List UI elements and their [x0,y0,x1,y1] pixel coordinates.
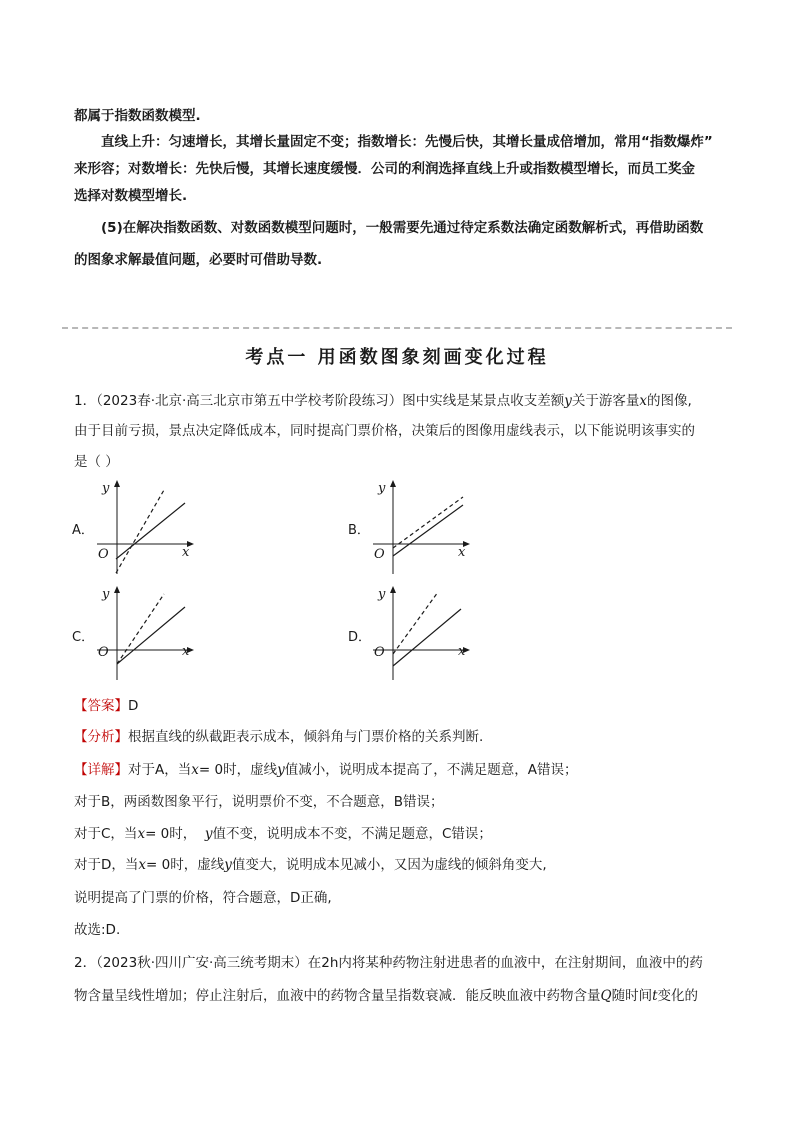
origin-label: O [374,547,385,562]
detail-line-5: 说明提高了门票的价格，符合题意，D正确, [74,890,332,906]
intro-line-1: 都属于指数函数模型. [74,108,201,124]
x-axis-label: x [182,644,190,659]
y-axis-label: y [378,587,386,602]
y-axis-label: y [378,481,386,496]
option-a-graph [92,478,202,578]
intro-line-3: 来形容；对数增长：先快后慢，其增长速度缓慢．公司的利润选择直线上升或指数模型增长，而员工奖金 [74,161,695,177]
detail-line-3: 对于C，当x= 0时， y值不变，说明成本不变，不满足题意，C错误； [74,826,492,842]
detail-line-4: 对于D，当x= 0时，虚线y值变大，说明成本见减小，又因为虚线的倾斜角变大, [74,857,547,873]
section-divider [62,327,732,329]
detail-line-2: 对于B，两函数图象平行，说明票价不变，不合题意，B错误； [74,794,444,810]
intro-line-2: 直线上升：匀速增长，其增长量固定不变；指数增长：先慢后快，其增长量成倍增加，常用“指数爆炸” [101,134,713,150]
option-b-label: B． [348,523,370,538]
origin-label: O [374,645,385,660]
option-d-graph [368,584,478,684]
answer-tag: 【答案】 [74,698,128,714]
x-axis-label: x [458,644,466,659]
detail-tag: 【详解】 [74,762,128,778]
option-c-label: C． [72,630,95,645]
q2-line-1: 2．（2023秋·四川广安·高三统考期末）在2h内将某种药物注射进患者的血液中，在注射期间，血液中的药 [74,955,703,971]
option-a-label: A． [72,523,94,538]
origin-label: O [98,547,109,562]
option-b-graph [368,478,478,578]
analysis-line: 【分析】根据直线的纵截距表示成本，倾斜角与门票价格的关系判断. [74,729,484,745]
y-axis-label: y [102,587,110,602]
answer-value: D [128,698,139,714]
intro-line-6: 的图象求解最值问题，必要时可借助导数. [74,252,323,268]
q1-line-1: 1．（2023春·北京·高三北京市第五中学校考阶段练习）图中实线是某景点收支差额y关于游客量x的图像, [74,393,692,409]
intro-line-5: (5)在解决指数函数、对数函数模型问题时，一般需要先通过待定系数法确定函数解析式，再借助函数 [101,220,704,236]
intro-line-4: 选择对数模型增长. [74,188,188,204]
q2-line-2: 物含量呈线性增加；停止注射后，血液中的药物含量呈指数衰减．能反映血液中药物含量Q随时间t变化的 [74,988,699,1004]
q1-line-2: 由于目前亏损，景点决定降低成本，同时提高门票价格，决策后的图像用虚线表示，以下能说明该事实的 [74,423,695,439]
detail-line-1: 【详解】对于A，当x= 0时，虚线y值减小，说明成本提高了，不满足题意，A错误； [74,762,578,778]
option-d-label: D． [348,630,372,645]
detail-line-6: 故选:D. [74,922,121,938]
analysis-tag: 【分析】 [74,729,128,745]
option-c-graph [92,584,202,684]
q1-line-3: 是（ ） [74,454,119,470]
origin-label: O [98,645,109,660]
section-title: 考点一 用函数图象刻画变化过程 [245,347,549,368]
y-axis-label: y [102,481,110,496]
answer-line [74,694,138,714]
x-axis-label: x [182,545,190,560]
x-axis-label: x [458,545,466,560]
